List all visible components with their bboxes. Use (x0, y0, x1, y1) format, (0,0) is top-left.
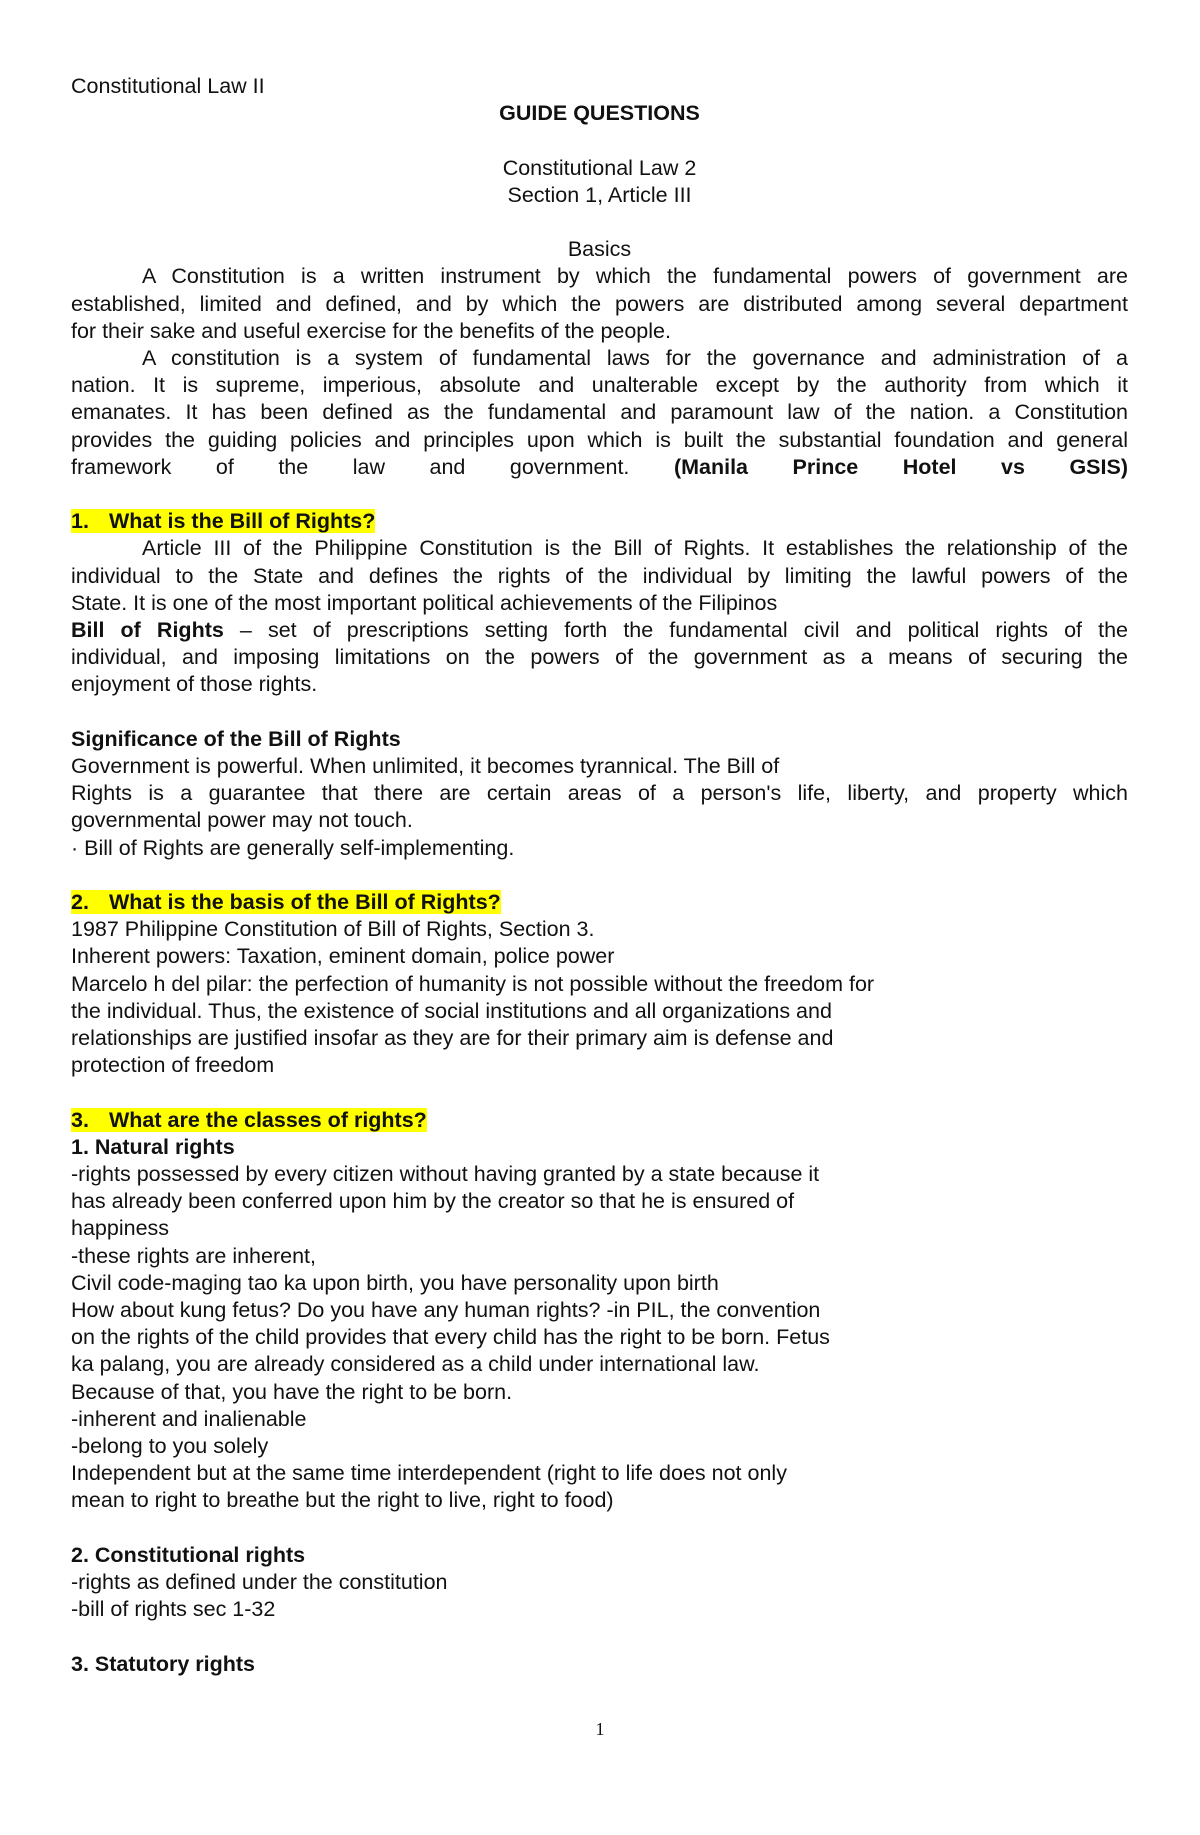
spacer (71, 481, 1128, 508)
basics-paragraph-2-line: A constitution is a system of fundamental laws for the governance and administration of a (142, 346, 1128, 370)
question-3-highlight (71, 1108, 427, 1132)
answer-1-line: State. It is one of the most important political achievements of the Filipinos (71, 590, 778, 615)
case-citation: (Manila Prince Hotel vs GSIS) (673, 454, 1128, 479)
natural-rights-line: Civil code-maging tao ka upon birth, you have personality upon birth (71, 1270, 719, 1295)
answer-1-line: Article III of the Philippine Constitution is the Bill of Rights. It establishes the relationship of the (142, 536, 1128, 561)
question-2-number: 2. (71, 890, 89, 915)
significance-line: governmental power may not touch. (71, 808, 413, 833)
answer-1-line: individual to the State and defines the rights of the individual by limiting the lawful powers of the (71, 563, 1128, 588)
constitutional-rights-line: -bill of rights sec 1-32 (71, 1597, 276, 1622)
spacer (71, 1623, 1128, 1650)
question-2 (71, 889, 1128, 916)
document-subtitle: Constitutional Law 2 (502, 155, 697, 180)
natural-rights-line: mean to right to breathe but the right to live, right to food) (71, 1488, 614, 1513)
natural-rights-line: -inherent and inalienable (71, 1406, 307, 1431)
basics-paragraph-2-line: nation. It is supreme, imperious, absolute and unalterable except by the authority from which it (71, 373, 1128, 398)
question-1-number: 1. (71, 509, 89, 534)
basics-paragraph-2-line: provides the guiding policies and principles upon which is built the substantial foundation and general (71, 427, 1128, 452)
natural-rights-line: -these rights are inherent, (71, 1243, 316, 1268)
definition-term: Bill of Rights (71, 618, 224, 643)
basics-paragraph-1-line: A Constitution is a written instrument by which the fundamental powers of government are (142, 264, 1128, 289)
question-2-highlight (71, 890, 501, 914)
basics-paragraph-2-text: framework of the law and government. (71, 454, 630, 479)
question-3-number: 3. (71, 1107, 89, 1132)
natural-rights-line: How about kung fetus? Do you have any human rights? -in PIL, the convention (71, 1298, 821, 1323)
definition-text: – set of prescriptions setting forth the fundamental civil and political rights of the (223, 618, 1128, 643)
natural-rights-heading: 1. Natural rights (71, 1134, 235, 1159)
significance-bullet: · Bill of Rights are generally self-implementing. (71, 835, 515, 860)
spacer (71, 699, 1128, 726)
significance-line: Government is powerful. When unlimited, it becomes tyrannical. The Bill of (71, 754, 780, 779)
bill-of-rights-definition (71, 617, 1128, 644)
question-1-text: What is the Bill of Rights? (109, 509, 376, 534)
document-section: Section 1, Article III (507, 182, 692, 207)
significance-heading: Significance of the Bill of Rights (71, 726, 401, 751)
natural-rights-line: ka palang, you are already considered as a child under international law. (71, 1352, 760, 1377)
question-3-text: What are the classes of rights? (109, 1107, 427, 1132)
page-number: 1 (595, 1719, 605, 1739)
question-1 (71, 508, 1128, 535)
constitutional-rights-heading: 2. Constitutional rights (71, 1542, 306, 1567)
definition-line: individual, and imposing limitations on the powers of the government as a means of securing the (71, 645, 1128, 670)
answer-2-line: protection of freedom (71, 1053, 275, 1078)
spacer (71, 209, 1128, 236)
document-page (71, 73, 1128, 1678)
definition-line: enjoyment of those rights. (71, 672, 318, 697)
spacer (71, 862, 1128, 889)
basics-paragraph-1-line: established, limited and defined, and by which the powers are distributed among several department (71, 291, 1128, 316)
natural-rights-line: Because of that, you have the right to be born. (71, 1379, 513, 1404)
spacer (71, 1515, 1128, 1542)
basics-paragraph-1-line: for their sake and useful exercise for the benefits of the people. (71, 318, 671, 343)
question-2-text: What is the basis of the Bill of Rights? (109, 890, 501, 915)
document-title: GUIDE QUESTIONS (499, 101, 700, 126)
question-1-highlight (71, 509, 375, 533)
answer-2-line: Marcelo h del pilar: the perfection of humanity is not possible without the freedom for (71, 971, 875, 996)
natural-rights-line: on the rights of the child provides that every child has the right to be born. Fetus (71, 1325, 830, 1350)
statutory-rights-heading: 3. Statutory rights (71, 1651, 255, 1676)
answer-2-line: the individual. Thus, the existence of social institutions and all organizations and (71, 998, 832, 1023)
natural-rights-line: Independent but at the same time interdependent (right to life does not only (71, 1461, 787, 1486)
question-3 (71, 1107, 1128, 1134)
answer-2-line: Inherent powers: Taxation, eminent domain, police power (71, 944, 615, 969)
basics-heading: Basics (567, 237, 632, 262)
basics-paragraph-2-line: emanates. It has been defined as the fundamental and paramount law of the nation. a Constitution (71, 400, 1128, 425)
natural-rights-line: happiness (71, 1216, 170, 1241)
spacer (71, 1079, 1128, 1106)
constitutional-rights-line: -rights as defined under the constitution (71, 1570, 448, 1595)
course-name: Constitutional Law II (71, 74, 265, 98)
answer-2-line: 1987 Philippine Constitution of Bill of Rights, Section 3. (71, 917, 595, 942)
answer-2-line: relationships are justified insofar as they are for their primary aim is defense and (71, 1026, 834, 1051)
natural-rights-line: -belong to you solely (71, 1434, 269, 1459)
significance-line: Rights is a guarantee that there are certain areas of a person's life, liberty, and property which (71, 781, 1128, 806)
basics-paragraph-2-last-line (71, 454, 1128, 481)
spacer (71, 127, 1128, 154)
natural-rights-line: has already been conferred upon him by the creator so that he is ensured of (71, 1189, 795, 1214)
natural-rights-line: -rights possessed by every citizen without having granted by a state because it (71, 1162, 820, 1187)
